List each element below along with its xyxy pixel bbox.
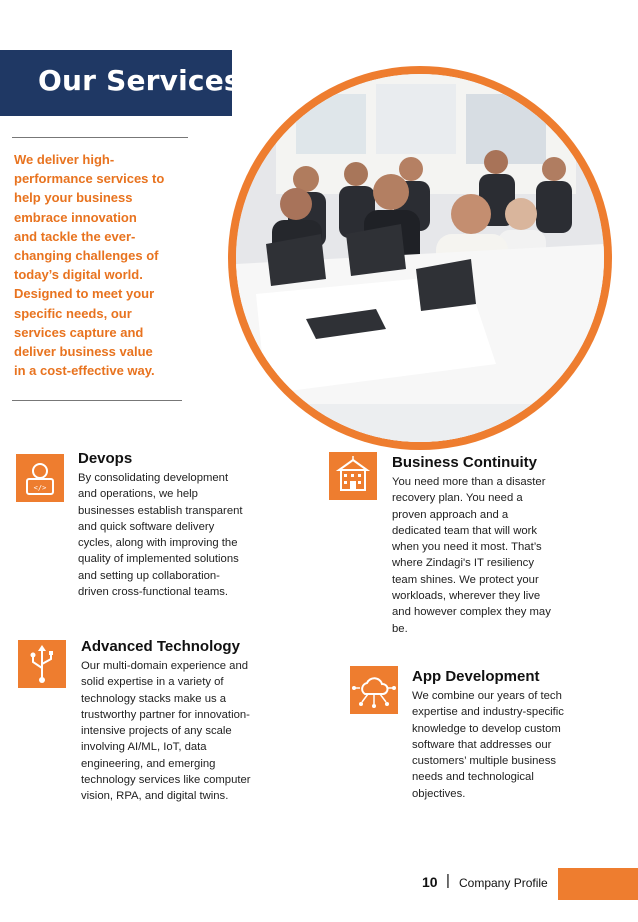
page-number: 10 bbox=[422, 874, 438, 890]
service-name: Advanced Technology bbox=[81, 638, 240, 655]
service-description: By consolidating development and operations, we help businesses establish transparent and quick software delivery cycles, along with improving the quality of implemented solutions and setting up collaboration- driven cross-functional teams. bbox=[78, 472, 243, 599]
service-description: We combine our years of tech expertise and industry-specific knowledge to develop custom software that addresses our customers’ multiple business needs and technological objectives. bbox=[412, 690, 564, 800]
divider-top bbox=[12, 137, 188, 138]
footer-label: Company Profile bbox=[459, 876, 548, 890]
intro-text: We deliver high- performance services to help your business embrace innovation and tackle the ever- changing challenges of today’s digital world. Designed to meet your specific needs, our services capture and deliver business value in a cost-effective way. bbox=[14, 152, 165, 379]
svg-text:</>: </> bbox=[33, 484, 47, 492]
developer-icon bbox=[16, 454, 64, 502]
service-name: Business Continuity bbox=[392, 454, 538, 471]
footer-accent-bar bbox=[558, 868, 638, 900]
building-icon bbox=[329, 452, 377, 500]
service-description: You need more than a disaster recovery plan. You need a proven approach and a dedicated team that will work when you need it most. That’s where Zindagi's IT resiliency team shines. We protect your workloads, wherever they live and however complex they may be. bbox=[392, 476, 551, 635]
usb-icon bbox=[18, 640, 66, 688]
service-description: Our multi-domain experience and solid expertise in a variety of technology stacks make us a trustworthy partner for innovation- intensive projects of any scale involving AI/ML, IoT, data engineering, and emerging technology services like computer vision, RPA, and digital twins. bbox=[81, 660, 251, 803]
footer-separator: | bbox=[446, 872, 450, 889]
divider-bottom bbox=[12, 400, 182, 401]
cloud-network-icon bbox=[350, 666, 398, 714]
title-banner bbox=[0, 50, 241, 116]
service-name: Devops bbox=[78, 450, 133, 467]
team-photo bbox=[236, 74, 604, 442]
page-title: Our Services bbox=[38, 64, 241, 97]
service-name: App Development bbox=[412, 668, 540, 685]
